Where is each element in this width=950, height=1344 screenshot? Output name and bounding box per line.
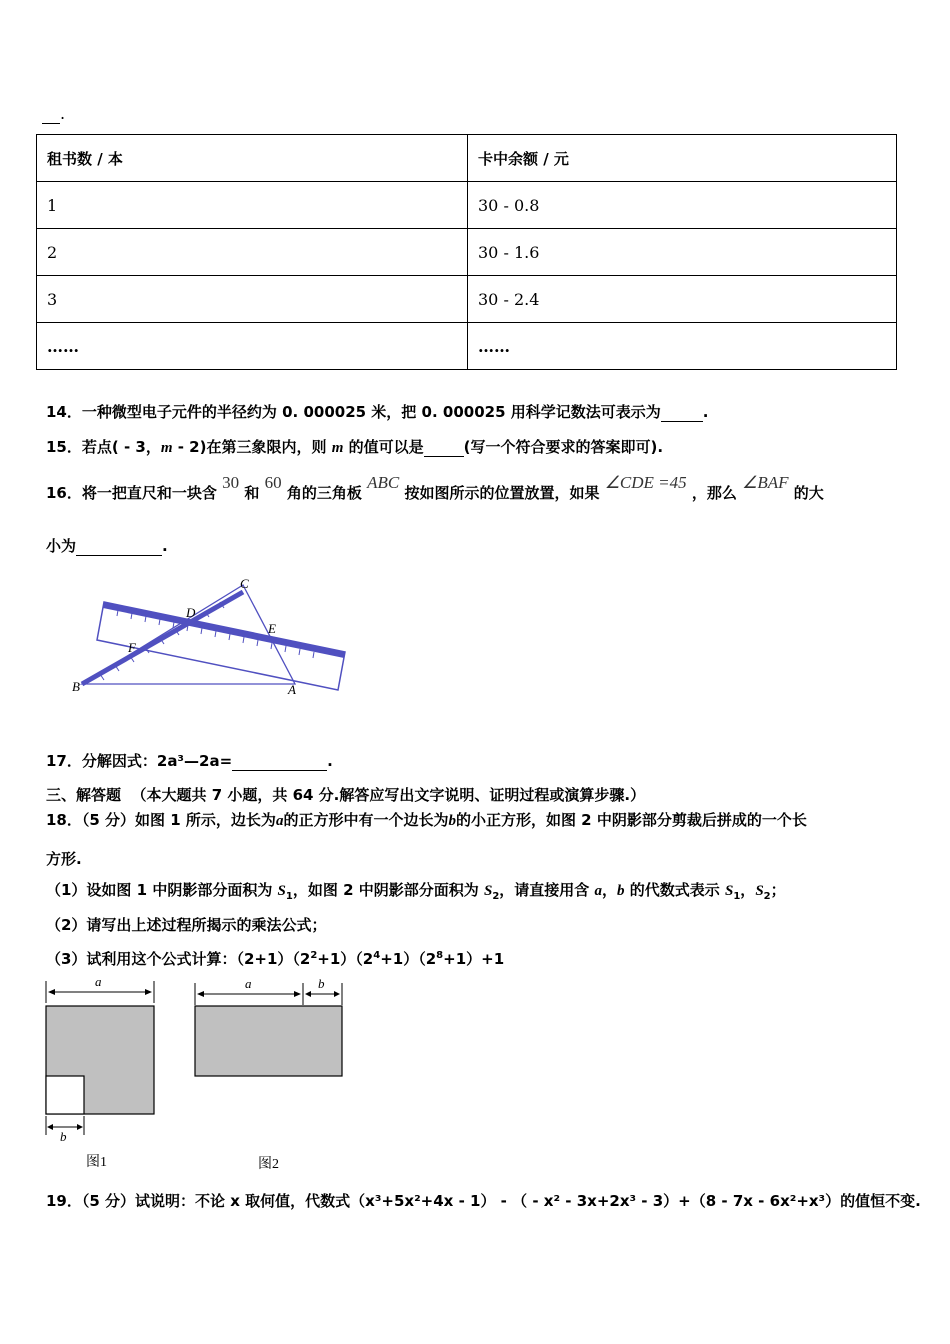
label-a: a	[95, 975, 102, 989]
question-text: 分解因式：2a³—2a=	[81, 752, 233, 770]
question-17	[46, 750, 333, 771]
exponent: 2	[310, 950, 318, 961]
table-cell: 30 - 2.4	[468, 276, 897, 323]
question-text: 按如图所示的位置放置，如果	[404, 484, 600, 502]
angle-baf: ∠BAF	[742, 473, 789, 492]
question-text: ，	[602, 881, 618, 899]
punct: .	[327, 752, 333, 770]
question-text: +1）（2	[317, 950, 374, 968]
question-16-line2	[46, 535, 168, 556]
question-number: 17．	[46, 752, 82, 770]
label-a: A	[288, 682, 296, 697]
caption-fig1: 图1	[86, 1155, 107, 1170]
label-c: C	[240, 576, 249, 591]
square-figures	[40, 975, 360, 1175]
question-text: 若点( - 3，	[81, 438, 161, 456]
var-b: b	[617, 883, 625, 899]
question-text: +1）+1	[443, 950, 505, 968]
question-text: 的小正方形，如图 2 中阴影部分剪裁后拼成的一个长	[455, 811, 807, 829]
var-m: m	[331, 440, 344, 456]
section-3-heading	[46, 784, 645, 805]
table-cell: 1	[37, 182, 468, 229]
var-s: S	[755, 883, 764, 899]
question-text: (写一个符合要求的答案即可).	[463, 438, 664, 456]
question-text: 的正方形中有一个边长为	[283, 811, 449, 829]
question-text: （1）设如图 1 中阴影部分面积为	[46, 881, 278, 899]
question-18	[46, 809, 807, 830]
subscript: 1	[285, 891, 293, 902]
question-number: 19．	[46, 1192, 82, 1210]
question-text: 如图 1 所示，边长为	[135, 811, 276, 829]
label-e: E	[268, 621, 276, 636]
question-number: 18．	[46, 811, 82, 829]
exponent: 4	[373, 950, 381, 961]
table-row	[37, 182, 897, 229]
question-text: 和	[244, 484, 260, 502]
figure-2	[195, 976, 342, 1172]
question-text: ，如图 2 中阴影部分面积为	[292, 881, 484, 899]
question-text: 的代数式表示	[624, 881, 725, 899]
figure-1	[46, 975, 154, 1170]
question-14	[46, 401, 708, 422]
table-header-books: 租书数 / 本	[37, 135, 468, 182]
subscript: 2	[763, 891, 771, 902]
label-f: F	[128, 640, 136, 655]
punct: .	[702, 403, 709, 421]
question-text: 小为	[46, 537, 77, 555]
question-text: 角的三角板	[286, 484, 362, 502]
section-title: 三、解答题	[46, 786, 122, 804]
angle-30: 30	[222, 473, 240, 492]
table-header-balance: 卡中余额 / 元	[468, 135, 897, 182]
table-row	[37, 229, 897, 276]
angle-60: 60	[264, 473, 282, 492]
top-answer-blank: .	[42, 104, 65, 124]
rectangle	[195, 1006, 342, 1076]
table-row	[37, 276, 897, 323]
angle-cde: ∠CDE =45	[604, 473, 687, 492]
table-cell: 3	[37, 276, 468, 323]
question-number: 16．	[46, 484, 82, 502]
label-b: b	[318, 976, 325, 991]
var-a: a	[594, 883, 603, 899]
question-18-line2	[46, 848, 82, 869]
var-a: a	[275, 813, 284, 829]
ruler-triangle-figure	[60, 570, 360, 705]
question-number: 14．	[46, 403, 82, 421]
label-a: a	[245, 976, 252, 991]
answer-blank	[661, 403, 703, 422]
label-b: B	[72, 679, 80, 694]
table-cell: ……	[468, 323, 897, 370]
table-row	[37, 323, 897, 370]
table-cell: ……	[37, 323, 468, 370]
answer-blank	[424, 438, 464, 457]
var-m: m	[160, 440, 173, 456]
question-text: ，那么	[691, 484, 737, 502]
caption-fig2: 图2	[258, 1157, 279, 1172]
question-text: 的大	[793, 484, 824, 502]
rental-balance-table	[36, 134, 897, 370]
subscript: 1	[733, 891, 741, 902]
question-text: 将一把直尺和一块含	[81, 484, 217, 502]
question-number: 15．	[46, 438, 82, 456]
exponent: 8	[436, 950, 444, 961]
subscript: 2	[492, 891, 500, 902]
var-s: S	[277, 883, 286, 899]
question-text: （3）试利用这个公式计算：（2+1）（2	[46, 950, 311, 968]
question-18-part2	[46, 914, 326, 935]
punct: .	[162, 537, 168, 555]
question-text: 试说明：不论 x 取何值，代数式（x³+5x²+4x - 1） - （ - x² - 3x+2x³ - 3）+（8 - 7x - 6x²+x³）的值恒不变.	[135, 1192, 921, 1210]
question-text: ，	[740, 881, 756, 899]
table-cell: 30 - 0.8	[468, 182, 897, 229]
question-15	[46, 436, 663, 457]
table-cell: 30 - 1.6	[468, 229, 897, 276]
question-text: ，请直接用含	[499, 881, 595, 899]
table-cell: 2	[37, 229, 468, 276]
question-text: （2）请写出上述过程所揭示的乘法公式；	[46, 916, 327, 934]
table-header-row	[37, 135, 897, 182]
section-desc: （本大题共 7 小题，共 64 分.解答应写出文字说明、证明过程或演算步骤.）	[131, 786, 646, 804]
question-text: 一种微型电子元件的半径约为 0. 000025 米，把 0. 000025 用科学记数法可表示为	[81, 403, 661, 421]
label-d: D	[186, 605, 196, 620]
score: （5 分）	[81, 811, 136, 829]
answer-blank	[232, 752, 327, 771]
var-b: b	[448, 813, 456, 829]
label-b: b	[60, 1129, 67, 1144]
question-text: - 2)在第三象限内，则	[172, 438, 332, 456]
question-19	[46, 1190, 921, 1211]
question-16	[46, 473, 824, 503]
question-18-part3	[46, 948, 504, 969]
question-text: 方形.	[46, 850, 82, 868]
triangle-abc: ABC	[367, 473, 400, 492]
question-text: ；	[770, 881, 786, 899]
question-text: +1）（2	[380, 950, 437, 968]
small-square	[46, 1076, 84, 1114]
var-s: S	[483, 883, 493, 899]
question-text: 的值可以是	[343, 438, 424, 456]
var-s: S	[724, 883, 734, 899]
score: （5 分）	[81, 1192, 136, 1210]
answer-blank	[76, 537, 162, 556]
question-18-part1	[46, 879, 786, 902]
